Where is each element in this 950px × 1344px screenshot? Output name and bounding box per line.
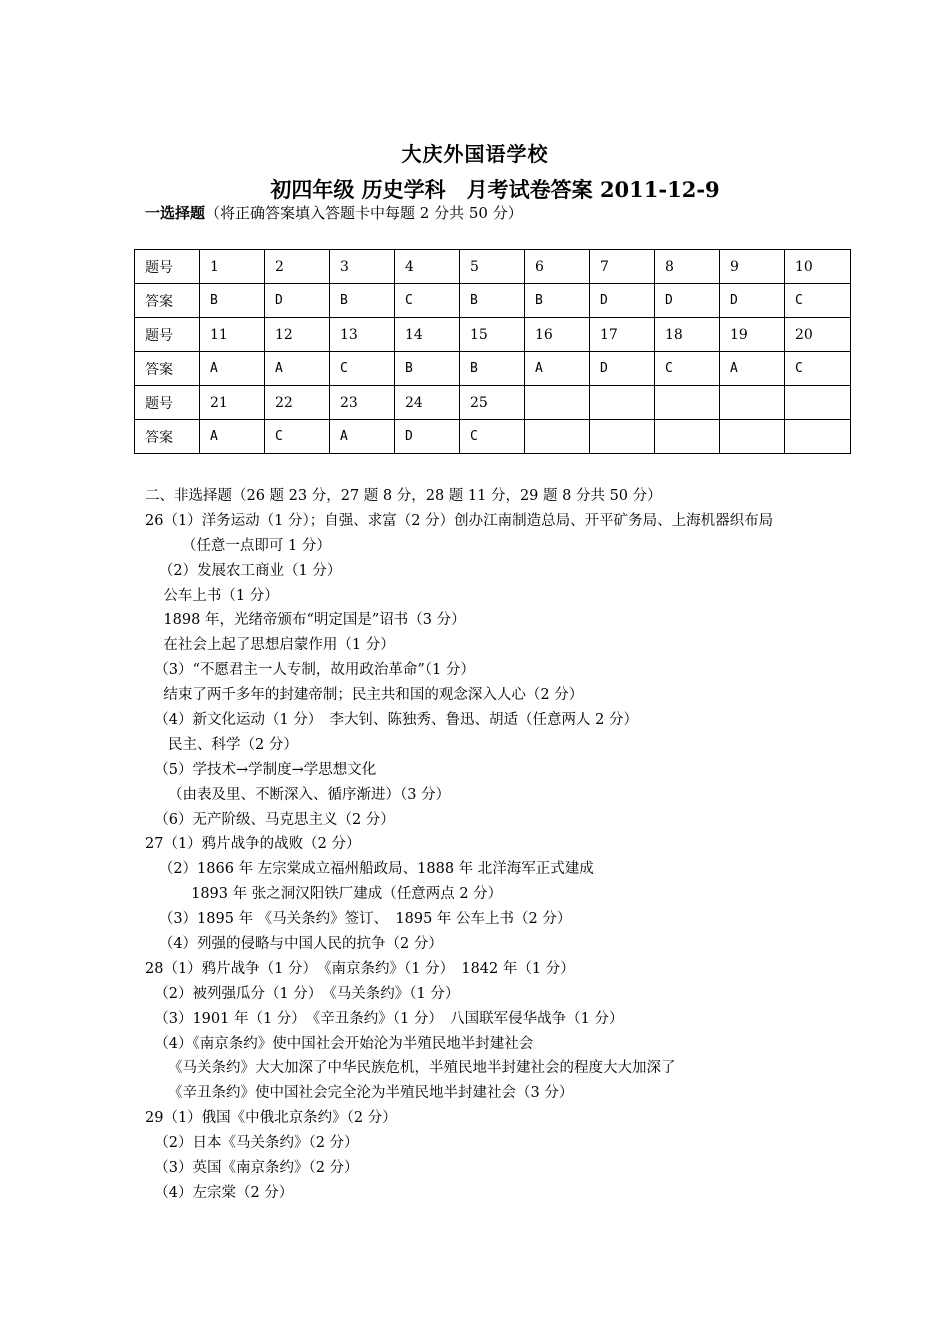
answer-line: （4）新文化运动（1 分） 李大钊、陈独秀、鲁迅、胡适（任意两人 2 分） xyxy=(145,712,638,729)
table-cell: 19 xyxy=(720,318,785,352)
table-cell: 9 xyxy=(720,250,785,284)
answer-line: 《马关条约》大大加深了中华民族危机，半殖民地半封建社会的程度大大加深了 xyxy=(145,1060,676,1077)
table-cell: C xyxy=(785,352,851,386)
row-header-cell: 题号 xyxy=(135,318,200,352)
table-cell: 12 xyxy=(265,318,330,352)
answer-line: 民主、科学（2 分） xyxy=(145,736,298,753)
table-cell: 3 xyxy=(330,250,395,284)
row-header-cell: 答案 xyxy=(135,352,200,386)
table-cell: B xyxy=(525,284,590,318)
table-cell xyxy=(785,420,851,454)
answer-line: 《辛丑条约》使中国社会完全沦为半殖民地半封建社会（3 分） xyxy=(145,1085,574,1102)
table-cell: C xyxy=(785,284,851,318)
answer-line: （3）英国《南京条约》（2 分） xyxy=(145,1160,359,1177)
table-cell xyxy=(655,386,720,420)
answer-line: 28（1）鸦片战争（1 分） 《南京条约》（1 分） 1842 年（1 分） xyxy=(145,960,575,977)
table-cell: A xyxy=(525,352,590,386)
answer-line: （6）无产阶级、马克思主义（2 分） xyxy=(145,811,395,828)
table-cell: 6 xyxy=(525,250,590,284)
table-cell: D xyxy=(720,284,785,318)
row-header-cell: 题号 xyxy=(135,386,200,420)
answer-line: 公车上书（1 分） xyxy=(145,587,279,604)
answer-line: 29（1）俄国《中俄北京条约》（2 分） xyxy=(145,1110,397,1127)
table-cell: B xyxy=(200,284,265,318)
table-cell: B xyxy=(460,352,525,386)
table-cell xyxy=(590,420,655,454)
table-row xyxy=(135,386,851,420)
table-cell: 16 xyxy=(525,318,590,352)
answer-line: （5）学技术→学制度→学思想文化 xyxy=(145,761,377,778)
answer-line: （4）列强的侵略与中国人民的抗争（2 分） xyxy=(145,936,443,953)
table-cell: 10 xyxy=(785,250,851,284)
section-one-heading xyxy=(145,202,523,223)
answer-line: 27（1）鸦片战争的战败（2 分） xyxy=(145,836,361,853)
table-cell xyxy=(590,386,655,420)
answer-line: 1893 年 张之洞汉阳铁厂建成（任意两点 2 分） xyxy=(145,886,503,903)
answer-line: （2）日本《马关条约》（2 分） xyxy=(145,1135,359,1152)
row-header-cell: 题号 xyxy=(135,250,200,284)
answer-line: （任意一点即可 1 分） xyxy=(145,537,331,554)
row-header-cell: 答案 xyxy=(135,420,200,454)
table-cell: B xyxy=(395,352,460,386)
table-cell: 18 xyxy=(655,318,720,352)
table-cell: D xyxy=(590,284,655,318)
table-cell: B xyxy=(330,284,395,318)
row-header-cell: 答案 xyxy=(135,284,200,318)
table-cell: A xyxy=(720,352,785,386)
answers-body xyxy=(145,484,865,1206)
table-row xyxy=(135,250,851,284)
table-cell: D xyxy=(590,352,655,386)
table-cell: 7 xyxy=(590,250,655,284)
answer-line: （3）1901 年（1 分） 《辛丑条约》（1 分） 八国联军侵华战争（1 分） xyxy=(145,1010,624,1027)
table-cell xyxy=(720,420,785,454)
table-cell: 4 xyxy=(395,250,460,284)
table-cell: 20 xyxy=(785,318,851,352)
answer-line: 二、非选择题（26 题 23 分，27 题 8 分，28 题 11 分，29 题 8 分共 50 分） xyxy=(145,488,662,504)
table-cell: 14 xyxy=(395,318,460,352)
answer-line: （3）“不愿君主一人专制，故用政治革命”（1 分） xyxy=(145,662,475,679)
exam-title: 初四年级 历史学科 月考试卷答案 2011-12-9 xyxy=(270,177,720,202)
answer-line: （2）被列强瓜分（1 分） 《马关条约》（1 分） xyxy=(145,985,460,1002)
table-cell: 17 xyxy=(590,318,655,352)
table-cell: 8 xyxy=(655,250,720,284)
table-row xyxy=(135,318,851,352)
section-one-note: （将正确答案填入答题卡中每题 2 分共 50 分） xyxy=(205,204,523,222)
section-one-label: 一选择题 xyxy=(145,204,206,222)
table-cell: C xyxy=(395,284,460,318)
table-cell: C xyxy=(460,420,525,454)
table-cell: D xyxy=(395,420,460,454)
answer-line: （2）1866 年 左宗棠成立福州船政局、1888 年 北洋海军正式建成 xyxy=(145,861,594,878)
table-cell: D xyxy=(655,284,720,318)
table-cell xyxy=(785,386,851,420)
table-cell xyxy=(720,386,785,420)
table-cell: 25 xyxy=(460,386,525,420)
answer-line: （2）发展农工商业（1 分） xyxy=(145,562,342,579)
table-row xyxy=(135,420,851,454)
answer-line: 1898 年，光绪帝颁布“明定国是”诏书（3 分） xyxy=(145,612,466,629)
answer-line: 结束了两千多年的封建帝制；民主共和国的观念深入人心（2 分） xyxy=(145,687,584,704)
table-row xyxy=(135,352,851,386)
table-cell: 1 xyxy=(200,250,265,284)
answer-line: 26（1）洋务运动（1 分）；自强、求富（2 分）创办江南制造总局、开平矿务局、上海机器织布局 xyxy=(145,512,774,529)
table-cell xyxy=(525,386,590,420)
table-cell: 21 xyxy=(200,386,265,420)
table-cell xyxy=(525,420,590,454)
table-cell: 22 xyxy=(265,386,330,420)
table-cell xyxy=(655,420,720,454)
table-cell: A xyxy=(200,352,265,386)
answer-line: （4）左宗棠（2 分） xyxy=(145,1184,294,1201)
answer-line: （4）《南京条约》使中国社会开始沦为半殖民地半封建社会 xyxy=(145,1035,534,1052)
table-cell: C xyxy=(265,420,330,454)
table-cell: 13 xyxy=(330,318,395,352)
table-cell: B xyxy=(460,284,525,318)
table-cell: 5 xyxy=(460,250,525,284)
table-cell: C xyxy=(330,352,395,386)
table-cell: A xyxy=(200,420,265,454)
answer-table xyxy=(134,249,851,454)
table-cell: 23 xyxy=(330,386,395,420)
answer-line: 在社会上起了思想启蒙作用（1 分） xyxy=(145,637,395,654)
school-title: 大庆外国语学校 xyxy=(401,142,549,166)
table-cell: A xyxy=(265,352,330,386)
answer-line: （3）1895 年 《马关条约》签订、 1895 年 公车上书（2 分） xyxy=(145,911,572,928)
table-cell: A xyxy=(330,420,395,454)
table-cell: 24 xyxy=(395,386,460,420)
table-cell: C xyxy=(655,352,720,386)
table-cell: 2 xyxy=(265,250,330,284)
table-cell: D xyxy=(265,284,330,318)
table-cell: 15 xyxy=(460,318,525,352)
answer-line: （由表及里、不断深入、循序渐进）（3 分） xyxy=(145,786,451,803)
table-row xyxy=(135,284,851,318)
table-cell: 11 xyxy=(200,318,265,352)
